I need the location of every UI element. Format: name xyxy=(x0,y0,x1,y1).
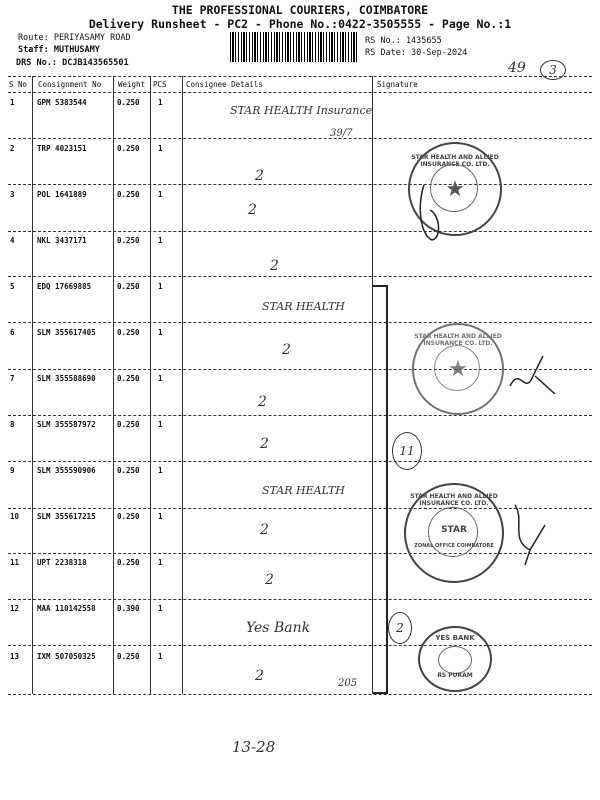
row-pcs: 1 xyxy=(158,466,163,475)
row-consignment: TRP 4023151 xyxy=(37,144,87,153)
row-divider xyxy=(8,138,592,139)
drs-label: DRS No.: DCJB143565501 xyxy=(16,58,129,68)
staff-name: MUTHUSAMY xyxy=(53,45,100,55)
mark-row8: 2 xyxy=(260,436,269,452)
mark-row10: 2 xyxy=(260,522,269,538)
row-weight: 0.250 xyxy=(117,282,140,291)
circled-number-11: 11 xyxy=(392,432,422,470)
row-divider xyxy=(8,461,592,462)
star-health-stamp-1: STAR HEALTH AND ALLIED INSURANCE CO. LTD. ★ xyxy=(408,142,502,236)
row-pcs: 1 xyxy=(158,98,163,107)
drs-value: DCJB143565501 xyxy=(62,58,129,68)
company-title: THE PROFESSIONAL COURIERS, COIMBATORE xyxy=(171,3,429,17)
route-label: Route: PERIYASAMY ROAD xyxy=(18,33,131,43)
row-pcs: 1 xyxy=(158,236,163,245)
rs-number: RS No.: 1435655 xyxy=(365,36,442,46)
row-sno: 1 xyxy=(10,98,15,107)
col-signature: Signature xyxy=(377,80,418,89)
header-top-rule xyxy=(8,76,592,77)
row-pcs: 1 xyxy=(158,144,163,153)
row-sno: 12 xyxy=(10,604,20,613)
handwritten-count: 49 xyxy=(508,60,526,76)
mark-row11: 2 xyxy=(265,572,274,588)
row-divider xyxy=(8,276,592,277)
row-consignment: UPT 2238318 xyxy=(37,558,87,567)
col-pcs: PCS xyxy=(153,80,167,89)
row-divider xyxy=(8,184,592,185)
row-weight: 0.390 xyxy=(117,604,140,613)
handwriting-row9: STAR HEALTH xyxy=(262,484,345,497)
row-weight: 0.250 xyxy=(117,98,140,107)
row-pcs: 1 xyxy=(158,652,163,661)
row-weight: 0.250 xyxy=(117,144,140,153)
row-weight: 0.250 xyxy=(117,190,140,199)
barcode xyxy=(230,32,358,62)
handwriting-row5: STAR HEALTH xyxy=(262,300,345,313)
row-pcs: 1 xyxy=(158,282,163,291)
row-consignment: EDQ 17669885 xyxy=(37,282,92,291)
handwriting-row13-extra: 205 xyxy=(338,678,358,689)
col-consignment: Consignment No xyxy=(38,80,102,89)
row-sno: 8 xyxy=(10,420,15,429)
star-icon: ★ xyxy=(448,356,468,382)
row-consignment: GPM 5383544 xyxy=(37,98,87,107)
row-pcs: 1 xyxy=(158,374,163,383)
row-sno: 13 xyxy=(10,652,20,661)
row-divider xyxy=(8,645,592,646)
row-sno: 5 xyxy=(10,282,15,291)
row-divider xyxy=(8,231,592,232)
row-divider xyxy=(8,599,592,600)
row-sno: 2 xyxy=(10,144,15,153)
mark-row13: 2 xyxy=(255,668,264,684)
col-consignee: Consignee Details xyxy=(186,80,263,89)
row-weight: 0.250 xyxy=(117,374,140,383)
circled-number-2: 2 xyxy=(388,612,412,644)
yes-bank-stamp: YES BANK RS PURAM xyxy=(418,626,492,692)
row-pcs: 1 xyxy=(158,512,163,521)
mark-row7: 2 xyxy=(258,394,267,410)
row-consignment: SLM 355590906 xyxy=(37,466,96,475)
handwriting-row12: Yes Bank xyxy=(246,620,311,636)
row-weight: 0.250 xyxy=(117,512,140,521)
row-weight: 0.250 xyxy=(117,236,140,245)
mark-row4: 2 xyxy=(270,258,279,274)
row-consignment: NKL 3437171 xyxy=(37,236,87,245)
signature-row6 xyxy=(505,346,565,406)
row-pcs: 1 xyxy=(158,190,163,199)
row-weight: 0.250 xyxy=(117,328,140,337)
row-weight: 0.250 xyxy=(117,652,140,661)
header-bottom-rule xyxy=(8,92,592,93)
row-pcs: 1 xyxy=(158,604,163,613)
row-weight: 0.250 xyxy=(117,558,140,567)
row-divider xyxy=(8,415,592,416)
row-weight: 0.250 xyxy=(117,420,140,429)
staff-label: Staff: MUTHUSAMY xyxy=(18,45,100,55)
handwriting-bottom: 13-28 xyxy=(232,738,276,756)
signature-row3 xyxy=(412,180,472,250)
group-bracket xyxy=(372,285,388,694)
star-health-stamp-3: STAR HEALTH AND ALLIED INSURANCE CO. LTD. STAR ZONAL OFFICE COIMBATORE xyxy=(404,483,504,583)
row-pcs: 1 xyxy=(158,558,163,567)
row-consignment: SLM 355617215 xyxy=(37,512,96,521)
circled-number-top: 3 xyxy=(540,60,566,80)
row-consignment: IXM 507050325 xyxy=(37,652,96,661)
row-sno: 3 xyxy=(10,190,15,199)
mark-row3: 2 xyxy=(248,202,257,218)
row-sno: 4 xyxy=(10,236,15,245)
row-consignment: SLM 355617405 xyxy=(37,328,96,337)
row-divider xyxy=(8,694,592,695)
row-consignment: POL 1641889 xyxy=(37,190,87,199)
row-sno: 7 xyxy=(10,374,15,383)
row-sno: 11 xyxy=(10,558,20,567)
row-sno: 10 xyxy=(10,512,20,521)
runsheet-title: Delivery Runsheet - PC2 - Phone No.:0422-3505555 - Page No.:1 xyxy=(88,17,512,31)
col-weight: Weight xyxy=(118,80,146,89)
row-sno: 9 xyxy=(10,466,15,475)
row-pcs: 1 xyxy=(158,328,163,337)
handwriting-row1-sub: 39/7 xyxy=(330,128,353,139)
row-weight: 0.250 xyxy=(117,466,140,475)
row-pcs: 1 xyxy=(158,420,163,429)
row-sno: 6 xyxy=(10,328,15,337)
star-icon: ★ xyxy=(445,176,465,202)
row-consignment: SLM 355588690 xyxy=(37,374,96,383)
star-health-stamp-2: STAR HEALTH AND ALLIED INSURANCE CO. LTD. ★ xyxy=(412,323,504,415)
mark-row6: 2 xyxy=(282,342,291,358)
handwriting-row1: STAR HEALTH Insurance xyxy=(230,104,373,117)
row-divider xyxy=(8,322,592,323)
row-consignment: MAA 110142558 xyxy=(37,604,96,613)
mark-row2: 2 xyxy=(255,168,264,184)
rs-date: RS Date: 30-Sep-2024 xyxy=(365,48,468,58)
col-sno: S No xyxy=(9,80,28,89)
row-consignment: SLM 355587972 xyxy=(37,420,96,429)
signature-row10 xyxy=(505,500,555,570)
